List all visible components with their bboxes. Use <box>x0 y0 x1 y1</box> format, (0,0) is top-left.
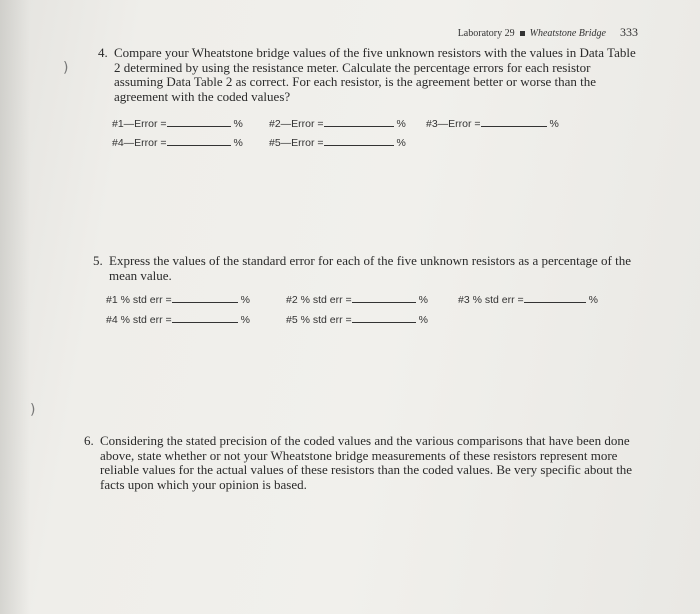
answer-field <box>269 117 406 130</box>
unit-label: % <box>396 137 406 149</box>
question-number: 5. <box>93 253 103 268</box>
answer-field <box>112 136 243 149</box>
question-text: Compare your Wheatstone bridge values of the five unknown resistors with the values in Data Table 2 determined by using the resistance meter. Calculate the percentage errors for each resistor assuming Data Table 2 as correct. For each resistor, is the agreement better or worse than the agreement with the coded values? <box>114 45 636 104</box>
field-label: #4 % std err = <box>106 314 172 326</box>
unit-label: % <box>418 294 428 306</box>
field-label: #2—Error = <box>269 118 324 130</box>
answer-blank[interactable] <box>324 136 394 146</box>
q5-answer-row-1 <box>106 293 676 307</box>
answer-field <box>286 313 428 326</box>
q4-answer-row-1 <box>112 117 672 131</box>
answer-field <box>112 117 243 130</box>
answer-blank[interactable] <box>524 293 586 303</box>
unit-label: % <box>396 118 406 130</box>
answer-blank[interactable] <box>172 313 238 323</box>
unit-label: % <box>240 294 250 306</box>
answer-field <box>458 293 598 306</box>
unit-label: % <box>418 314 428 326</box>
header-lab: Laboratory 29 <box>457 28 515 39</box>
answer-blank[interactable] <box>352 313 416 323</box>
q4-answer-row-2 <box>112 136 672 150</box>
field-label: #5 % std err = <box>286 314 352 326</box>
field-label: #2 % std err = <box>286 294 352 306</box>
page-number: 333 <box>620 25 638 39</box>
field-label: #3 % std err = <box>458 294 524 306</box>
question-number: 6. <box>84 433 94 448</box>
unit-label: % <box>233 137 243 149</box>
question-5 <box>93 253 641 283</box>
field-label: #1 % std err = <box>106 294 172 306</box>
answer-field <box>426 117 559 130</box>
answer-field <box>106 293 250 306</box>
bullet-square-icon <box>520 31 525 36</box>
running-header <box>458 25 638 40</box>
field-label: #3—Error = <box>426 118 481 130</box>
field-label: #5—Error = <box>269 137 324 149</box>
unit-label: % <box>240 314 250 326</box>
margin-mark: ) <box>30 402 36 418</box>
answer-blank[interactable] <box>167 117 231 127</box>
unit-label: % <box>588 294 598 306</box>
q5-answer-row-2 <box>106 313 676 327</box>
answer-blank[interactable] <box>172 293 238 303</box>
page-edge-shadow <box>0 0 30 614</box>
answer-field <box>269 136 406 149</box>
answer-blank[interactable] <box>481 117 547 127</box>
question-6 <box>84 433 648 492</box>
answer-field <box>286 293 428 306</box>
answer-blank[interactable] <box>352 293 416 303</box>
answer-blank[interactable] <box>167 136 231 146</box>
margin-mark: ) <box>63 60 69 76</box>
question-4 <box>98 45 642 104</box>
question-text: Express the values of the standard error for each of the five unknown resistors as a percentage of the mean value. <box>109 253 631 283</box>
answer-blank[interactable] <box>324 117 394 127</box>
unit-label: % <box>233 118 243 130</box>
answer-field <box>106 313 250 326</box>
field-label: #1—Error = <box>112 118 167 130</box>
header-title: Wheatstone Bridge <box>529 28 606 39</box>
field-label: #4—Error = <box>112 137 167 149</box>
question-text: Considering the stated precision of the coded values and the various comparisons that have been done above, state whether or not your Wheatstone bridge measurements of these resistors represent more reliable values for the actual values of these resistors than the coded values. Be very specific about the facts upon which your opinion is based. <box>100 433 633 492</box>
unit-label: % <box>549 118 559 130</box>
question-number: 4. <box>98 45 108 60</box>
